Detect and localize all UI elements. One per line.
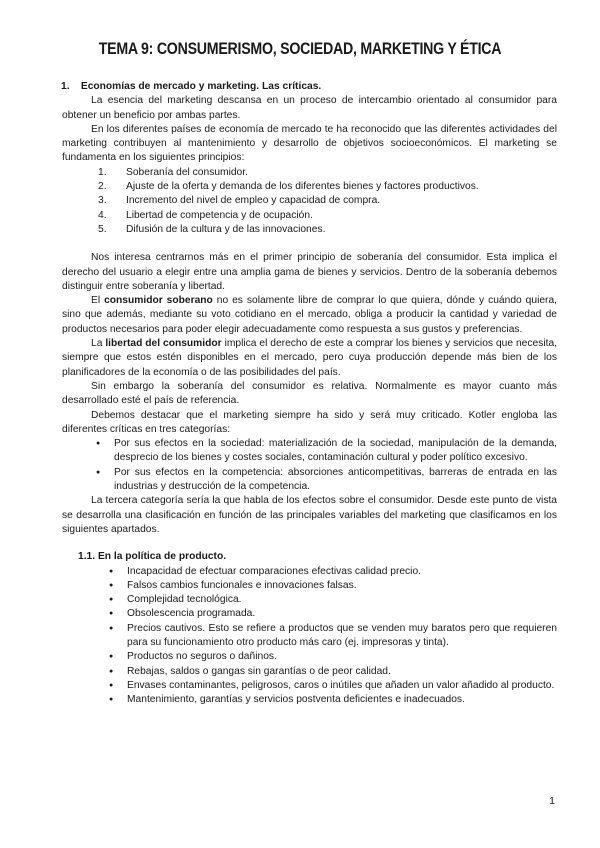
list-item: ● Incapacidad de efectuar comparaciones efectivas calidad precio. (127, 565, 557, 579)
list-item: 3. Incremento del nivel de empleo y capacidad de compra. (98, 195, 381, 207)
list-item: 5. Difusión de la cultura y de las innovaciones. (98, 223, 326, 235)
page-number: 1 (549, 795, 555, 807)
paragraph: En los diferentes países de economía de mercado te ha reconocido que las diferentes actividades del marketing contribuyen al mantenimiento y desarrollo de objetivos socioeconómicos. El marketing se fundamenta en los siguientes principios: (62, 123, 557, 164)
page-title: TEMA 9: CONSUMERISMO, SOCIEDAD, MARKETING Y ÉTICA (98, 40, 502, 58)
section-number: 1. (61, 81, 70, 92)
list-item: ● Envases contaminantes, peligrosos, caros o inútiles que añaden un valor añadido al producto. (127, 679, 557, 693)
list-item: ● Productos no seguros o dañinos. (127, 650, 557, 664)
list-item: 1. Soberanía del consumidor. (98, 166, 248, 178)
paragraph: Sin embargo la soberanía del consumidor es relativa. Normalmente es mayor cuanto más desarrollado esté el país de referencia. (62, 380, 557, 407)
list-item: ● Falsos cambios funcionales e innovaciones falsas. (127, 579, 557, 593)
list-item: 2. Ajuste de la oferta y demanda de los diferentes bienes y factores productivos. (98, 181, 479, 193)
paragraph: La libertad del consumidor implica el derecho de este a comprar los bienes y servicios que necesita, siempre que estos estén disponibles en el mercado, pero cuya producción depende más bien de los planificadores de la economía o de las posibilidades del país. (62, 338, 558, 378)
paragraph: La tercera categoría sería la que habla de los efectos sobre el consumidor. Desde este punto de vista se desarrolla una clasificación en función de las principales variables del marketing que clasificamos en los siguientes apartados. (62, 495, 557, 535)
product-policy-list (62, 565, 557, 708)
paragraph: El consumidor soberano no es solamente libre de comprar lo que quiera, dónde y cuándo quiera, sino que además, mediante su voto cotidiano en el mercado, obliga a producir la cantidad y variedad de productos necesarios para poder elegir adecuadamente como respuesta a sus gustos y preferencias. (62, 295, 558, 335)
section-heading (61, 80, 557, 94)
list-item: ● Complejidad tecnológica. (127, 593, 557, 607)
paragraph: Debemos destacar que el marketing siempre ha sido y será muy criticado. Kotler engloba las diferentes críticas en tres categorías: (62, 409, 557, 435)
critiques-list (62, 437, 557, 494)
document-body (62, 80, 557, 707)
list-item: ● Mantenimiento, garantías y servicios postventa deficientes e inadecuados. (127, 693, 557, 707)
list-item: 4. Libertad de competencia y de ocupación. (98, 209, 313, 221)
list-item: ● Precios cautivos. Esto se refiere a productos que se venden muy baratos pero que requieren para su funcionamiento otro producto más caro (ej. impresoras y tinta). (127, 622, 557, 651)
list-item: ● Rebajas, saldos o gangas sin garantías o de peor calidad. (127, 665, 557, 679)
bold-term: consumidor soberano (104, 295, 213, 307)
list-item: ● Por sus efectos en la sociedad: materialización de la sociedad, manipulación de la demanda, desprecio de los bienes y costes sociales, contaminación cultural y poder político excesivo. (114, 437, 557, 466)
bold-term: libertad del consumidor (105, 338, 222, 350)
principles-list (62, 166, 557, 237)
paragraph: La esencia del marketing descansa en un proceso de intercambio orientado al consumidor para obtener un beneficio por ambas partes. (62, 95, 557, 121)
paragraph: Nos interesa centrarnos más en el primer principio de soberanía del consumidor. Esta implica el derecho del usuario a elegir entre una amplia gama de bienes y servicios. Dentro de la soberanía debemos distinguir entre soberanía y libertad. (62, 252, 557, 292)
list-item: ● Por sus efectos en la competencia: absorciones anticompetitivas, barreras de entrada en las industrias y destrucción de la competencia. (114, 466, 557, 495)
section-heading-text: Economías de mercado y marketing. Las críticas. (80, 81, 322, 92)
subsection-heading: 1.1. En la política de producto. (78, 551, 227, 563)
list-item: ● Obsolescencia programada. (127, 607, 557, 621)
